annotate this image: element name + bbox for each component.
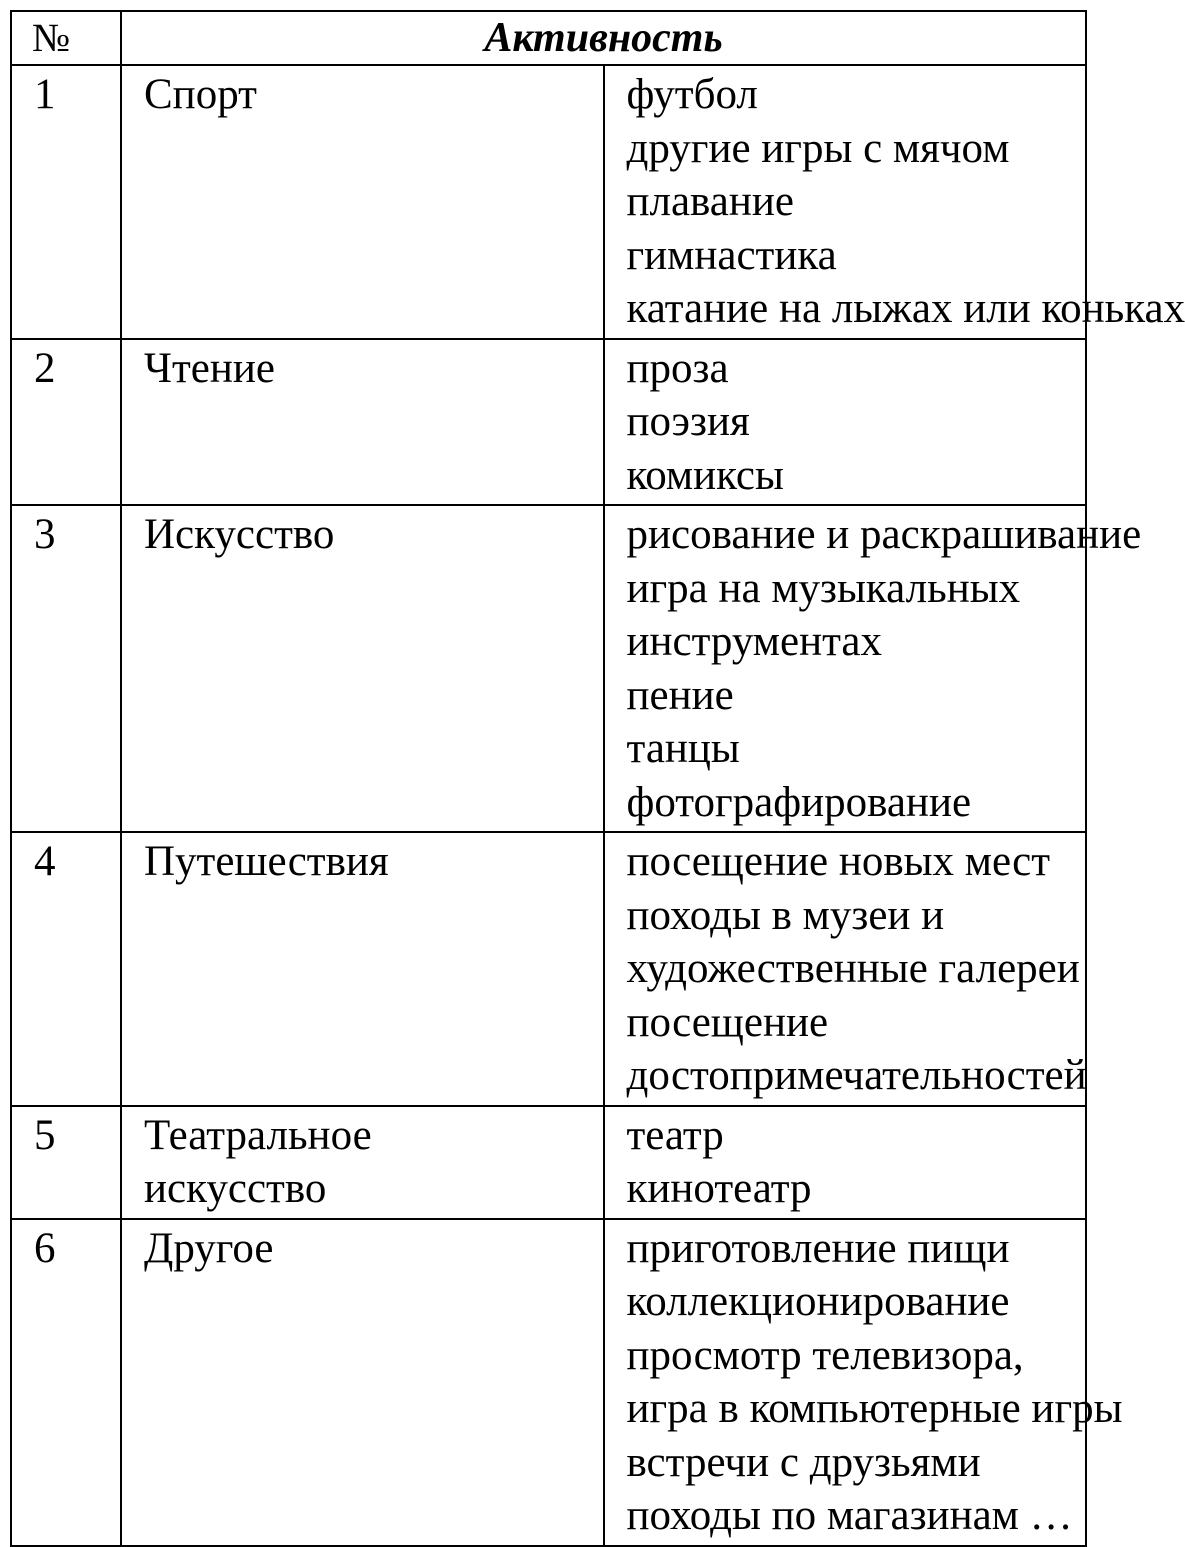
activities-table — [10, 10, 1185, 1547]
activity-item: другие игры с мячом — [626, 124, 1010, 172]
category-line: Путешествия — [144, 838, 389, 885]
activity-item: посещение новых мест — [626, 838, 1051, 885]
category-line: Чтение — [144, 344, 275, 392]
activity-item: художественные галереи — [626, 945, 1080, 992]
row-items — [604, 505, 1142, 832]
category-line: Искусство — [144, 511, 335, 558]
activity-item: театр — [626, 1111, 724, 1159]
activity-item: встречи с друзьями — [626, 1438, 981, 1486]
row-category — [121, 1219, 604, 1546]
table-header-row — [11, 11, 1086, 65]
activity-item: походы в музеи и — [626, 891, 945, 939]
category-line: Другое — [144, 1224, 274, 1272]
activity-item: походы по магазинам … — [626, 1492, 1073, 1539]
activity-item: танцы — [626, 725, 740, 772]
activity-item: гимнастика — [626, 231, 837, 279]
header-title-cell: Активность — [121, 11, 1086, 65]
category-line: Театральное — [144, 1111, 372, 1159]
activity-item: катание на лыжах или коньках — [626, 285, 1185, 332]
activity-item: игра в компьютерные игры — [626, 1385, 1123, 1432]
row-category — [121, 505, 604, 832]
activity-item: посещение — [626, 998, 829, 1046]
row-items — [604, 1106, 1087, 1219]
row-items — [604, 832, 1087, 1106]
row-category — [121, 832, 604, 1106]
row-number: 5 — [11, 1106, 121, 1219]
category-line: искусство — [144, 1165, 327, 1212]
activity-item: поэзия — [626, 398, 750, 445]
table-row — [11, 65, 1086, 339]
row-category — [121, 1106, 604, 1219]
activity-item: приготовление пищи — [626, 1224, 1010, 1272]
activity-item: футбол — [626, 71, 758, 118]
activity-item: просмотр телевизора, — [626, 1331, 1024, 1379]
activity-item: достопримечательностей — [626, 1052, 1087, 1099]
row-number: 4 — [11, 832, 121, 1106]
table-row — [11, 505, 1086, 832]
row-number: 3 — [11, 505, 121, 832]
row-category — [121, 339, 604, 506]
activity-item: рисование и раскрашивание — [626, 511, 1142, 558]
row-items — [604, 339, 1087, 506]
row-category — [121, 65, 604, 339]
activity-item: инструментах — [626, 618, 883, 665]
table-row — [11, 1106, 1086, 1219]
table-row — [11, 339, 1086, 506]
row-items — [604, 1219, 1123, 1546]
row-number: 6 — [11, 1219, 121, 1546]
header-number-cell: № — [11, 11, 121, 65]
activity-item: пение — [626, 671, 734, 719]
activity-item: плавание — [626, 178, 794, 225]
category-line: Спорт — [144, 71, 257, 118]
row-items — [604, 65, 1185, 339]
activity-item: коллекционирование — [626, 1278, 1010, 1325]
activity-item: проза — [626, 344, 729, 392]
activity-item: фотографирование — [626, 778, 972, 826]
activity-item: игра на музыкальных — [626, 564, 1021, 612]
activity-item: комиксы — [626, 451, 784, 499]
table-row — [11, 832, 1086, 1106]
table-row — [11, 1219, 1086, 1546]
row-number: 1 — [11, 65, 121, 339]
row-number: 2 — [11, 339, 121, 506]
activity-item: кинотеатр — [626, 1165, 812, 1212]
